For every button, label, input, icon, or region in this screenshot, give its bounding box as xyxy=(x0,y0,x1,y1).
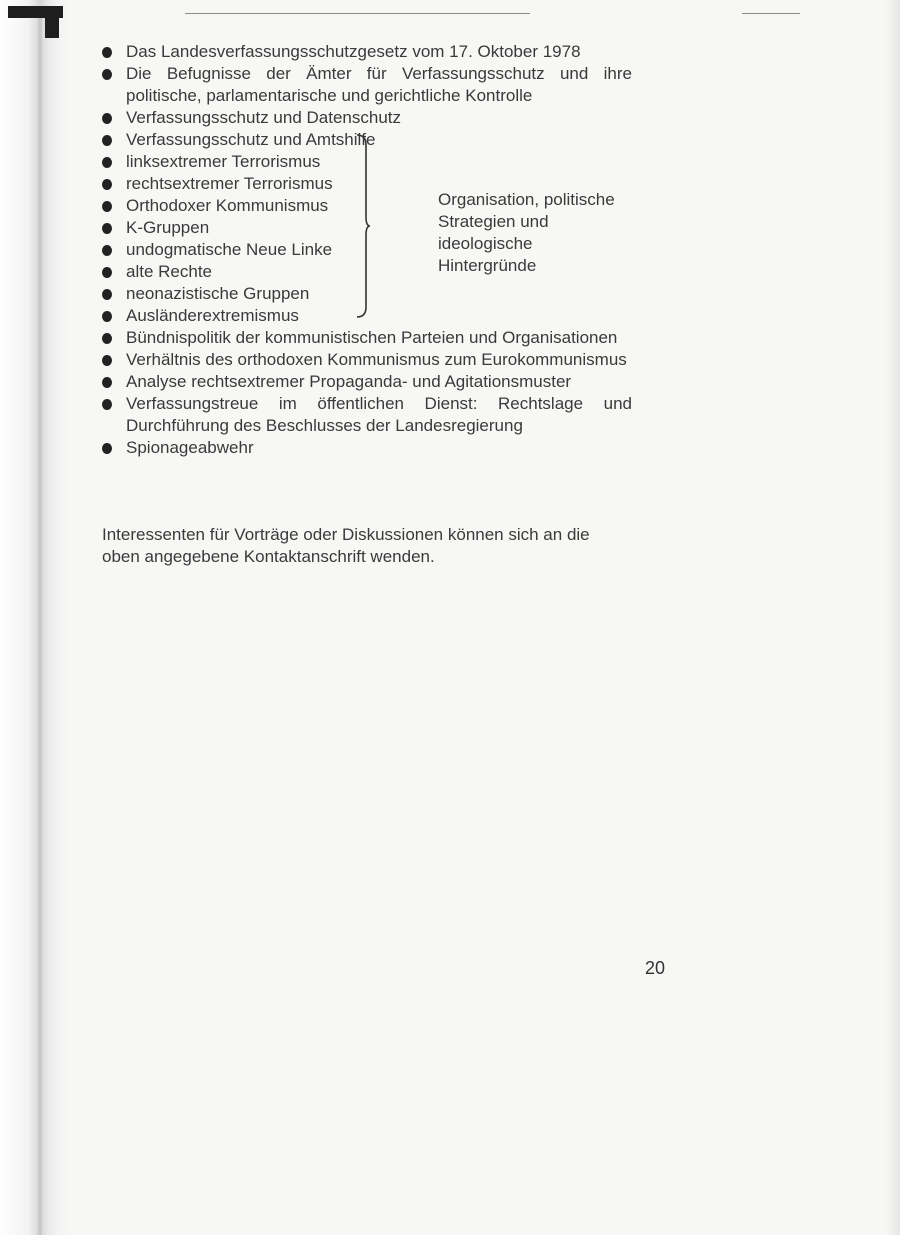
page-right-edge xyxy=(886,0,900,1235)
list-item: Das Landesverfassungsschutzgesetz vom 17. Oktober 1978 xyxy=(102,41,632,63)
list-item: Verhältnis des orthodoxen Kommunismus zum Eurokommunismus xyxy=(102,349,632,371)
list-item: Die Befugnisse der Ämter für Verfassungsschutz und ihre politische, parlamentarische und gerichtliche Kontrolle xyxy=(102,63,632,107)
list-item: rechtsextremer Terrorismus xyxy=(102,173,632,195)
list-item: undogmatische Neue Linke xyxy=(102,239,632,261)
list-item: Verfassungstreue im öffentlichen Dienst: Rechtslage und Durchführung des Beschlusses der Landesregierung xyxy=(102,393,632,437)
grouping-brace xyxy=(355,133,371,319)
binding-line xyxy=(38,10,42,1235)
list-item: neonazistische Gruppen xyxy=(102,283,632,305)
top-rule-right xyxy=(742,13,800,14)
list-item: linksextremer Terrorismus xyxy=(102,151,632,173)
list-item: Bündnispolitik der kommunistischen Parteien und Organisationen xyxy=(102,327,632,349)
corner-mark-vertical xyxy=(45,6,59,38)
top-rule xyxy=(185,13,530,14)
list-item: K-Gruppen xyxy=(102,217,632,239)
brace-caption: Organisation, politische Strategien und ideologische Hintergründe xyxy=(438,190,615,275)
closing-paragraph: Interessenten für Vorträge oder Diskussionen können sich an die oben angegebene Kontaktanschrift wenden. xyxy=(102,525,590,566)
list-item: alte Rechte xyxy=(102,261,632,283)
list-item: Verfassungsschutz und Datenschutz xyxy=(102,107,632,129)
list-item: Spionageabwehr xyxy=(102,437,632,459)
list-item: Analyse rechtsextremer Propaganda- und Agitationsmuster xyxy=(102,371,632,393)
list-item: Ausländerextremismus xyxy=(102,305,632,327)
list-item: Verfassungsschutz und Amtshilfe xyxy=(102,129,632,151)
page-number: 20 xyxy=(645,958,666,978)
binding-edge xyxy=(0,0,70,1235)
list-item: Orthodoxer Kommunismus xyxy=(102,195,632,217)
